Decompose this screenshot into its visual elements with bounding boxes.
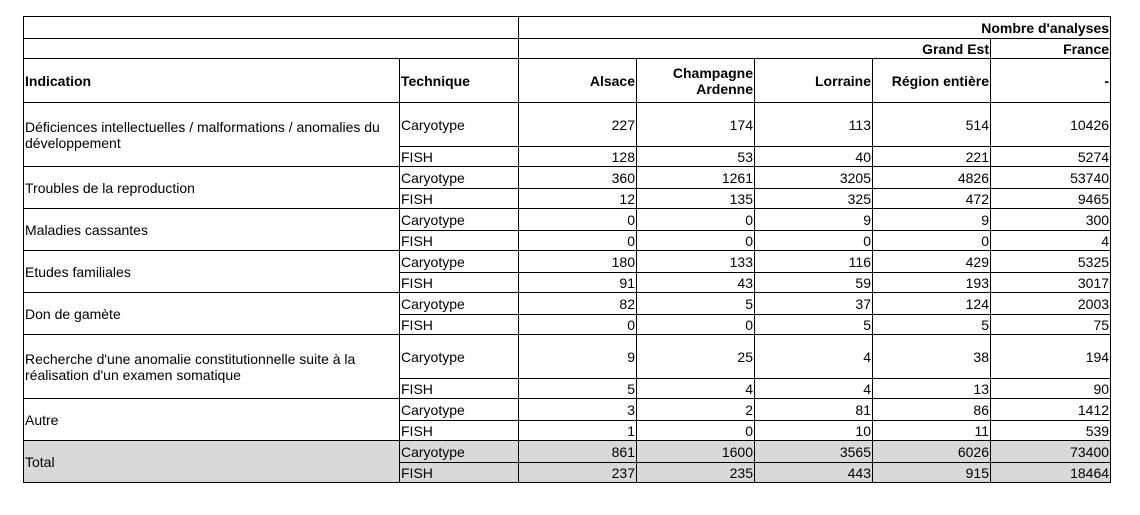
technique-cell: Caryotype — [400, 103, 519, 147]
table-row — [24, 209, 1111, 231]
technique-cell: FISH — [400, 147, 519, 167]
value-cell: 124 — [873, 293, 991, 315]
technique-cell: Caryotype — [400, 441, 519, 463]
value-cell: 861 — [519, 441, 637, 463]
header-france-dash: - — [991, 59, 1111, 103]
technique-cell: Caryotype — [400, 209, 519, 231]
value-cell: 9 — [755, 209, 873, 231]
value-cell: 1261 — [637, 167, 755, 189]
indication-cell: Etudes familiales — [24, 251, 400, 293]
value-cell: 4 — [755, 379, 873, 399]
value-cell: 2 — [637, 399, 755, 421]
value-cell: 1600 — [637, 441, 755, 463]
value-cell: 915 — [873, 463, 991, 483]
value-cell: 0 — [637, 209, 755, 231]
value-cell: 82 — [519, 293, 637, 315]
value-cell: 193 — [873, 273, 991, 293]
value-cell: 116 — [755, 251, 873, 273]
value-cell: 5325 — [991, 251, 1111, 273]
value-cell: 90 — [991, 379, 1111, 399]
value-cell: 443 — [755, 463, 873, 483]
value-cell: 53740 — [991, 167, 1111, 189]
header-region-entiere: Région entière — [873, 59, 991, 103]
header-row-1 — [24, 17, 1111, 39]
value-cell: 81 — [755, 399, 873, 421]
table-row — [24, 251, 1111, 273]
technique-cell: FISH — [400, 273, 519, 293]
header-nombre-analyses: Nombre d'analyses — [519, 17, 1111, 39]
value-cell: 3565 — [755, 441, 873, 463]
value-cell: 3205 — [755, 167, 873, 189]
indication-cell: Déficiences intellectuelles / malformations / anomalies du développement — [24, 103, 400, 167]
value-cell: 0 — [873, 231, 991, 251]
value-cell: 11 — [873, 421, 991, 441]
table-row — [24, 335, 1111, 379]
value-cell: 37 — [755, 293, 873, 315]
header-indication: Indication — [24, 59, 400, 103]
table-row — [24, 103, 1111, 147]
value-cell: 0 — [637, 315, 755, 335]
value-cell: 135 — [637, 189, 755, 209]
table-row — [24, 293, 1111, 315]
technique-cell: FISH — [400, 231, 519, 251]
value-cell: 113 — [755, 103, 873, 147]
value-cell: 91 — [519, 273, 637, 293]
value-cell: 43 — [637, 273, 755, 293]
technique-cell: FISH — [400, 463, 519, 483]
value-cell: 194 — [991, 335, 1111, 379]
value-cell: 429 — [873, 251, 991, 273]
value-cell: 237 — [519, 463, 637, 483]
table-body — [24, 17, 1111, 483]
analyses-table — [23, 16, 1111, 483]
value-cell: 53 — [637, 147, 755, 167]
value-cell: 38 — [873, 335, 991, 379]
technique-cell: FISH — [400, 379, 519, 399]
technique-cell: Caryotype — [400, 293, 519, 315]
indication-cell: Don de gamète — [24, 293, 400, 335]
table-row — [24, 167, 1111, 189]
indication-cell: Recherche d'une anomalie constitutionnelle suite à la réalisation d'un examen somatique — [24, 335, 400, 399]
value-cell: 0 — [637, 421, 755, 441]
value-cell: 59 — [755, 273, 873, 293]
value-cell: 174 — [637, 103, 755, 147]
header-champagne-ardenne: Champagne Ardenne — [637, 59, 755, 103]
value-cell: 5 — [873, 315, 991, 335]
value-cell: 0 — [519, 231, 637, 251]
value-cell: 13 — [873, 379, 991, 399]
indication-cell: Maladies cassantes — [24, 209, 400, 251]
header-row-2 — [24, 39, 1111, 59]
indication-cell: Autre — [24, 399, 400, 441]
value-cell: 4 — [755, 335, 873, 379]
value-cell: 300 — [991, 209, 1111, 231]
value-cell: 3017 — [991, 273, 1111, 293]
value-cell: 9 — [519, 335, 637, 379]
value-cell: 5 — [519, 379, 637, 399]
value-cell: 133 — [637, 251, 755, 273]
value-cell: 0 — [519, 209, 637, 231]
header-row-3 — [24, 59, 1111, 103]
value-cell: 9 — [873, 209, 991, 231]
value-cell: 73400 — [991, 441, 1111, 463]
value-cell: 539 — [991, 421, 1111, 441]
value-cell: 1412 — [991, 399, 1111, 421]
value-cell: 180 — [519, 251, 637, 273]
value-cell: 12 — [519, 189, 637, 209]
technique-cell: Caryotype — [400, 167, 519, 189]
value-cell: 227 — [519, 103, 637, 147]
empty-cell — [24, 17, 519, 39]
indication-cell: Total — [24, 441, 400, 483]
value-cell: 0 — [519, 315, 637, 335]
value-cell: 10 — [755, 421, 873, 441]
value-cell: 221 — [873, 147, 991, 167]
empty-cell — [24, 39, 519, 59]
technique-cell: FISH — [400, 315, 519, 335]
value-cell: 2003 — [991, 293, 1111, 315]
value-cell: 25 — [637, 335, 755, 379]
value-cell: 6026 — [873, 441, 991, 463]
value-cell: 10426 — [991, 103, 1111, 147]
value-cell: 75 — [991, 315, 1111, 335]
value-cell: 360 — [519, 167, 637, 189]
technique-cell: Caryotype — [400, 335, 519, 379]
value-cell: 4826 — [873, 167, 991, 189]
header-grand-est: Grand Est — [519, 39, 991, 59]
value-cell: 86 — [873, 399, 991, 421]
value-cell: 4 — [991, 231, 1111, 251]
header-technique: Technique — [400, 59, 519, 103]
technique-cell: FISH — [400, 189, 519, 209]
indication-cell: Troubles de la reproduction — [24, 167, 400, 209]
value-cell: 0 — [755, 231, 873, 251]
value-cell: 472 — [873, 189, 991, 209]
header-alsace: Alsace — [519, 59, 637, 103]
table-row — [24, 441, 1111, 463]
header-france: France — [991, 39, 1111, 59]
technique-cell: Caryotype — [400, 399, 519, 421]
value-cell: 4 — [637, 379, 755, 399]
value-cell: 9465 — [991, 189, 1111, 209]
value-cell: 1 — [519, 421, 637, 441]
value-cell: 235 — [637, 463, 755, 483]
technique-cell: Caryotype — [400, 251, 519, 273]
value-cell: 3 — [519, 399, 637, 421]
value-cell: 18464 — [991, 463, 1111, 483]
value-cell: 0 — [637, 231, 755, 251]
value-cell: 128 — [519, 147, 637, 167]
table-row — [24, 399, 1111, 421]
value-cell: 325 — [755, 189, 873, 209]
value-cell: 5274 — [991, 147, 1111, 167]
value-cell: 5 — [637, 293, 755, 315]
value-cell: 514 — [873, 103, 991, 147]
technique-cell: FISH — [400, 421, 519, 441]
header-lorraine: Lorraine — [755, 59, 873, 103]
value-cell: 40 — [755, 147, 873, 167]
value-cell: 5 — [755, 315, 873, 335]
